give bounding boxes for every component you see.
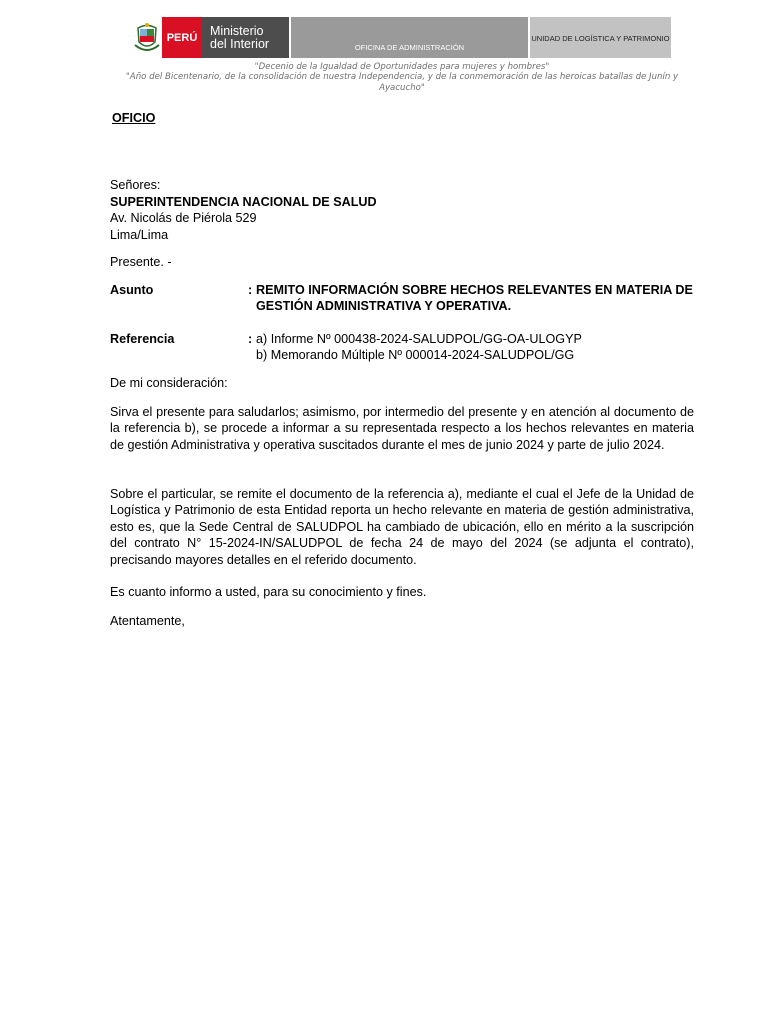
- ministry-line-1: Ministerio: [210, 24, 264, 38]
- reference-label: Referencia: [110, 332, 175, 346]
- office-label: OFICINA DE ADMINISTRACIÓN: [291, 17, 528, 58]
- country-label: PERÚ: [162, 17, 202, 58]
- coat-of-arms-icon: [132, 17, 162, 58]
- document-type: OFICIO: [112, 111, 156, 125]
- motto-line-2: "Año del Bicentenario, de la consolidación de nuestra Independencia, y de la conmemoración de las heroicas batallas de Junín y Ayacucho": [125, 72, 679, 93]
- reference-item: a) Informe Nº 000438-2024-SALUDPOL/GG-OA-ULOGYP: [256, 332, 582, 346]
- salutation: Señores:: [110, 178, 161, 192]
- body-paragraph-3: Es cuanto informo a usted, para su conocimiento y fines.: [110, 585, 427, 599]
- letterhead: [132, 17, 671, 58]
- closing: Atentamente,: [110, 614, 185, 628]
- ministry-label: [202, 17, 289, 58]
- ministry-line-2: del Interior: [210, 37, 270, 51]
- body-paragraph-2: Sobre el particular, se remite el documento de la referencia a), mediante el cual el Jefe de la Unidad de Logística y Patrimonio de esta Entidad reporta un hecho relevante en materia de gestión administrativa, esto es, que la Sede Central de SALUDPOL ha cambiado de ubicación, ello en mérito a la suscripción del contrato N° 15-2024-IN/SALUDPOL de fecha 24 de mayo del 2024 (se adjunta el contrato), precisando mayores detalles en el referido documento.: [110, 487, 694, 567]
- body-paragraph-1: Sirva el presente para saludarlos; asimismo, por intermedio del presente y en atención al documento de la referencia b), se procede a informar a su representada respecto a los hechos relevantes en materia de gestión Administrativa y operativa suscitados durante el mes de junio 2024 y parte de julio 2024.: [110, 405, 694, 452]
- unit-label: UNIDAD DE LOGÍSTICA Y PATRIMONIO: [530, 17, 671, 58]
- reference-row: [110, 331, 694, 364]
- reference-list: [256, 331, 694, 364]
- recipient-address: Av. Nicolás de Piérola 529: [110, 211, 257, 225]
- reference-separator: :: [248, 332, 253, 346]
- subject-separator: :: [248, 283, 253, 297]
- greeting: De mi consideración:: [110, 376, 228, 390]
- recipient-block: [110, 177, 694, 243]
- subject-label: Asunto: [110, 283, 154, 297]
- presente: Presente. -: [110, 255, 172, 269]
- reference-item: b) Memorando Múltiple Nº 000014-2024-SALUDPOL/GG: [256, 348, 575, 363]
- subject-text: REMITO INFORMACIÓN SOBRE HECHOS RELEVANTES EN MATERIA DE GESTIÓN ADMINISTRATIVA Y OPERATIVA.: [256, 283, 693, 314]
- subject-row: [110, 282, 694, 315]
- recipient-city: Lima/Lima: [110, 227, 169, 242]
- recipient-name: SUPERINTENDENCIA NACIONAL DE SALUD: [110, 194, 377, 209]
- motto-line-1: "Decenio de la Igualdad de Oportunidades para mujeres y hombres": [254, 62, 550, 72]
